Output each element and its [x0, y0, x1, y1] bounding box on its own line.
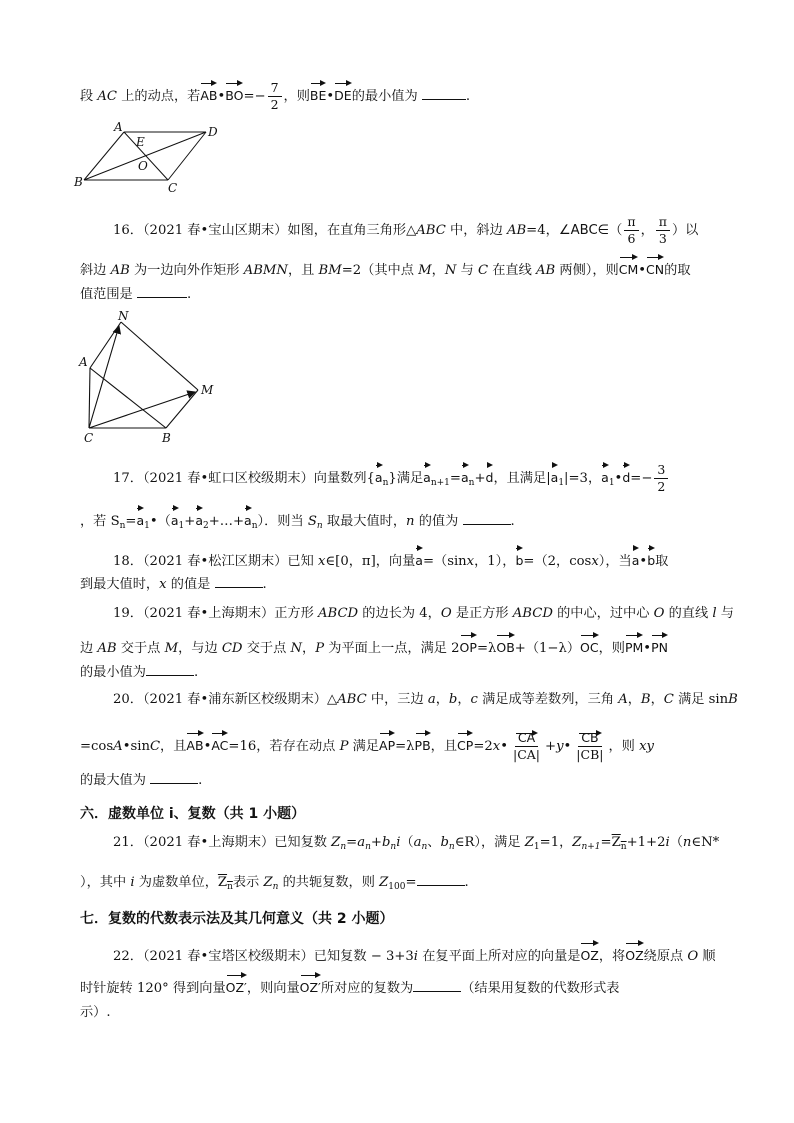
edge-an [90, 322, 121, 368]
edge-ba [84, 132, 124, 180]
q22-line-1: 22．（2021 春•宝塔区校级期末）已知复数 − 3+3i 在复平面上所对应的向量是OZ，将OZ绕原点 O 顺 [113, 940, 716, 967]
q16-line-2: 斜边 AB 为一边向外作矩形 ABMN，且 BM=2（其中点 M，N 与 C 在直线 AB 两侧），则CM•CN的取 [80, 254, 691, 281]
label-o: O [138, 159, 148, 173]
vector-bo: BO [225, 80, 243, 106]
parallelogram-figure [70, 118, 230, 198]
arrow-cn [89, 326, 119, 428]
edge-bm [166, 390, 198, 428]
answer-blank [215, 574, 263, 588]
q21-line-2: ），其中 i 为虚数单位，$\overline{Z}_{\overline{n}}$表示 $Z_n$ 的共轭复数，则 $Z_{100}=$ . [80, 872, 469, 894]
label-a: A [79, 355, 88, 369]
q15-line: 段 AC 上的动点，若AB•BO=− $\frac{7}{2}$ ，则BE•DE的最小值为 . [80, 80, 471, 112]
arrow-cm [89, 392, 195, 428]
edge-ca [89, 368, 90, 428]
q19-line-1: 19．（2021 春•上海期末）正方形 ABCD 的边长为 4，O 是正方形 ABCD 的中心，过中心 O 的直线 l 与 [113, 606, 734, 621]
answer-blank [417, 872, 465, 886]
label-m: M [201, 383, 214, 397]
answer-blank [413, 978, 461, 992]
q17-line-1: 17．（2021 春•虹口区校级期末）向量数列$\{a_n\}$满足$a_{n+1}=a_n+d$，且满足$|a_1|=3$，$a_1•d=-$ $\frac{3}{2}$ [113, 462, 670, 495]
answer-blank [146, 662, 194, 676]
label-b: B [162, 431, 171, 445]
label-e: E [136, 135, 145, 149]
edge-ab [90, 368, 166, 428]
vector-cm: CM [619, 254, 639, 280]
q16-line-3: 值范围是 . [80, 284, 191, 305]
q18-line-1: 18．（2021 春•松江区期末）已知 x∈[0，π]，向量a=（sinx，1），b=（2，cosx），当a•b取 [113, 545, 668, 572]
label-a: A [114, 120, 123, 134]
q17-line-2: ，若 $S_n=a_1•(a_1+a_2+\dots+a_n)$．则当 $S_n$ 取最大值时，n 的值为 . [80, 505, 515, 533]
label-b: B [74, 175, 83, 189]
q18-line-2: 到最大值时，x 的值是 . [80, 574, 267, 595]
q20-line-3: 的最大值为 . [80, 770, 202, 791]
answer-blank [463, 511, 511, 525]
label-d: D [208, 125, 218, 139]
vector-de: DE [334, 80, 352, 106]
label-c: C [168, 181, 178, 195]
fraction-7-2: $\frac{7}{2}$ [268, 80, 282, 113]
vector-cn: CN [646, 254, 664, 280]
section-6-heading: 六．虚数单位 i、复数（共 1 小题） [80, 806, 306, 822]
q19-line-3: 的最小值为 . [80, 662, 198, 683]
q19-line-2: 边 AB 交于点 M，与边 CD 交于点 N，P 为平面上一点，满足 2OP=λOB+（1−λ）OC，则PM•PN [80, 632, 668, 659]
section-7-heading: 七．复数的代数表示法及其几何意义（共 2 小题） [80, 911, 394, 927]
answer-blank [150, 770, 198, 784]
vector-ab: AB [200, 80, 217, 106]
q22-line-2: 时针旋转 120° 得到向量OZ′，则向量OZ′所对应的复数为 （结果用复数的代数形式表 [80, 972, 619, 999]
answer-blank [137, 284, 187, 298]
answer-blank [422, 86, 466, 100]
vector-be: BE [310, 80, 326, 106]
q20-line-2: =cosA•sinC，且AB•AC=16，若存在动点 P 满足AP=λPB，且CP=2x• $\frac{CA}{|CA|}$ +y• $\frac{CB}{|CB|}$ ，则 xy [80, 730, 654, 762]
label-n: N [118, 310, 129, 323]
edge-nm [121, 322, 198, 390]
q22-line-3: 示）. [80, 1005, 111, 1020]
q21-line-1: 21．（2021 春•上海期末）已知复数 $Z_n=a_n+b_ni(a_n$、$b_n\in R$），满足 $Z_1=1$，$Z_{n+1}=\overline{Z}_{\overline{n}}+1+2i(n\in N*$ [113, 835, 720, 852]
q16-line-1: 16．（2021 春•宝山区期末）如图，在直角三角形△ABC 中，斜边 AB=4，∠ABC∈（ $\frac{\pi}{6}$ ， $\frac{\pi}{3}$ ）以 [113, 214, 699, 246]
rectangle-triangle-figure [74, 310, 224, 450]
label-c: C [84, 431, 94, 445]
q20-line-1: 20．（2021 春•浦东新区校级期末）△ABC 中，三边 a，b，c 满足成等差数列，三角 A，B，C 满足 sinB [113, 692, 738, 707]
